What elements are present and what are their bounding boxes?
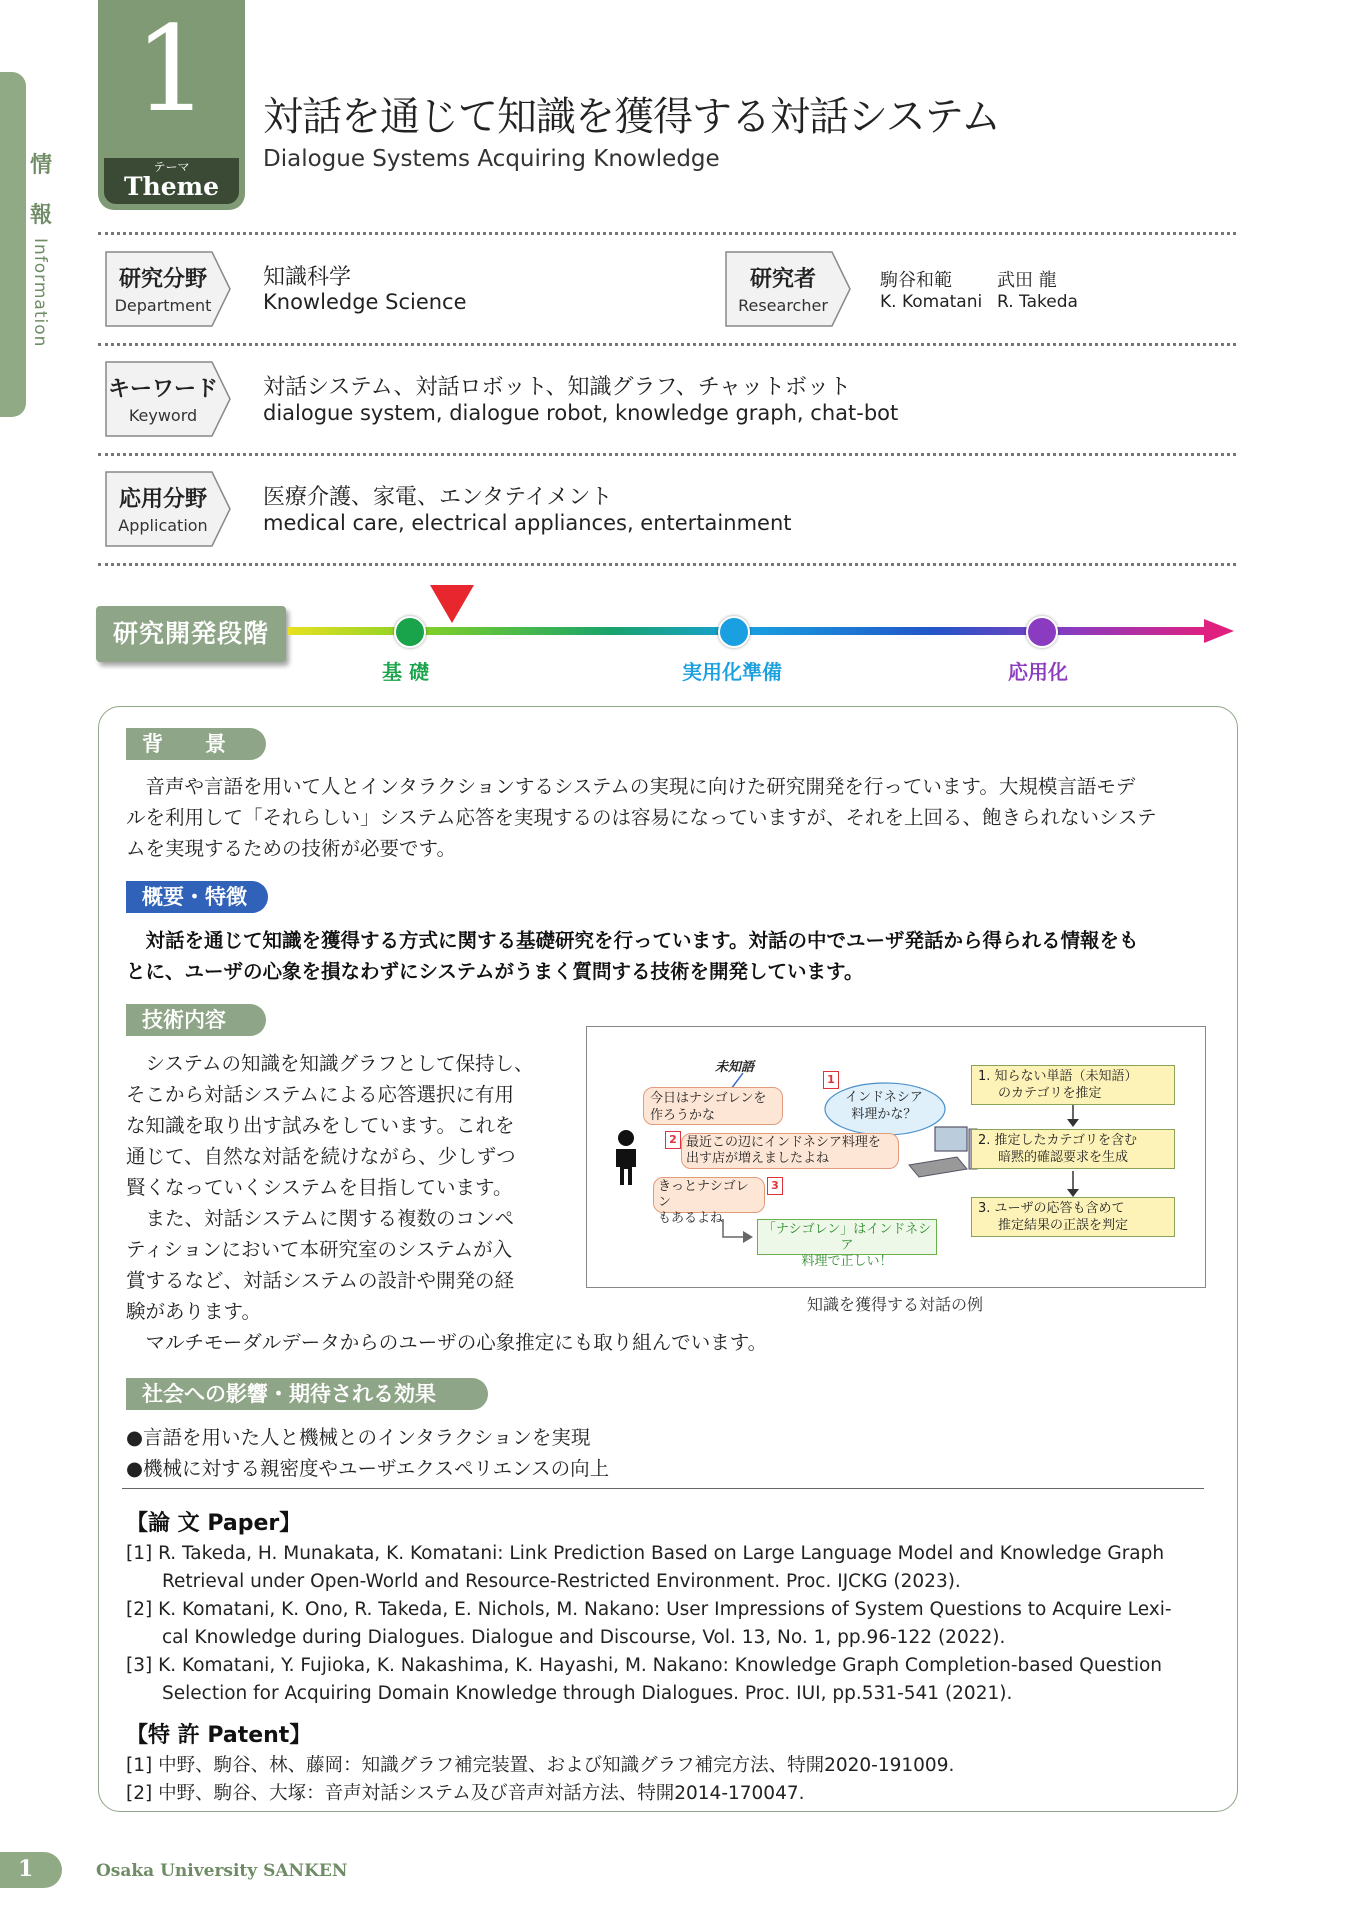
researcher-tag-jp: 研究者 bbox=[749, 267, 816, 292]
technology-line: な知識を取り出す試みをしています。これを bbox=[126, 1114, 515, 1137]
background-line: ムを実現するための技術が必要です。 bbox=[126, 837, 456, 860]
keyword-value-en: dialogue system, dialogue robot, knowledge graph, chat-bot bbox=[263, 401, 899, 425]
paper-item: [3] K. Komatani, Y. Fujioka, K. Nakashima, K. Hayashi, M. Nakano: Knowledge Graph Completion-based Question bbox=[126, 1655, 1163, 1676]
paper-item-cont: Selection for Acquiring Domain Knowledge through Dialogues. Proc. IUI, pp.531-541 (2021). bbox=[162, 1683, 1013, 1704]
utterance-line: 出す店が増えましたよね bbox=[686, 1151, 830, 1166]
step-text: 推定したカテゴリを含む bbox=[994, 1133, 1138, 1148]
keyword-tag-jp: キーワード bbox=[107, 377, 218, 402]
process-step-1 bbox=[971, 1065, 1175, 1105]
side-label-2: 報 bbox=[30, 203, 53, 228]
technology-line: ティションにおいて本研究室のシステムが入 bbox=[126, 1238, 513, 1261]
patents-heading: 【特 許 Patent】 bbox=[126, 1723, 312, 1748]
flow-arrow-icon bbox=[1063, 1105, 1083, 1129]
step-number: 2. bbox=[978, 1133, 991, 1148]
application-value-en: medical care, electrical appliances, entertainment bbox=[263, 511, 792, 535]
papers-heading: 【論 文 Paper】 bbox=[126, 1511, 302, 1536]
user-utterance-1 bbox=[643, 1087, 783, 1125]
utterance-line: 作ろうかな bbox=[650, 1108, 716, 1123]
overview-heading: 概要・特徴 bbox=[126, 881, 268, 913]
paper-list bbox=[126, 1540, 1172, 1708]
utterance-line: もあるよね bbox=[658, 1211, 724, 1226]
stage-label: 研究開発段階 bbox=[96, 606, 286, 662]
process-step-2 bbox=[971, 1129, 1175, 1169]
department-value-en: Knowledge Science bbox=[263, 290, 467, 314]
background-heading: 背 景 bbox=[126, 728, 266, 760]
application-value-jp: 医療介護、家電、エンタテイメント bbox=[263, 485, 613, 510]
footer-brand: Osaka University SANKEN bbox=[96, 1861, 348, 1881]
researcher-name-jp: 駒谷和範 bbox=[880, 270, 952, 291]
side-tab bbox=[0, 72, 26, 417]
computer-icon bbox=[905, 1125, 979, 1185]
impact-list bbox=[126, 1422, 609, 1484]
technology-line: そこから対話システムによる応答選択に有用 bbox=[126, 1083, 515, 1106]
technology-line: マルチモーダルデータからのユーザの心象推定にも取り組んでいます。 bbox=[126, 1331, 768, 1354]
technology-line: 賞するなど、対話システムの設計や開発の経 bbox=[126, 1269, 515, 1292]
divider bbox=[98, 343, 1236, 346]
paper-item-cont: Retrieval under Open-World and Resource-Restricted Environment. Proc. IJCKG (2023). bbox=[162, 1571, 961, 1592]
application-tag bbox=[102, 470, 232, 546]
stage-basic-label: 基 礎 bbox=[382, 660, 429, 684]
step-text: のカテゴリを推定 bbox=[998, 1086, 1102, 1101]
system-thought bbox=[845, 1089, 923, 1123]
step-text: 知らない単語（未知語） bbox=[994, 1069, 1138, 1084]
overview-text bbox=[126, 925, 1138, 987]
technology-line: システムの知識を知識グラフとして保持し、 bbox=[126, 1052, 534, 1075]
impact-item: ●機械に対する親密度やユーザエクスペリエンスの向上 bbox=[126, 1457, 610, 1480]
technology-line: 験があります。 bbox=[126, 1300, 261, 1323]
background-line: ルを利用して「それらしい」システム応答を実現するのは容易になっていますが、それを上回る、飽きられないシステ bbox=[126, 806, 1157, 829]
utterance-line: きっとナシゴレン bbox=[658, 1179, 749, 1210]
user-person-icon bbox=[611, 1129, 641, 1187]
stage-applied-label: 応用化 bbox=[1008, 660, 1068, 684]
step-number: 1. bbox=[978, 1069, 991, 1084]
stage-arrow-head bbox=[1204, 619, 1234, 643]
keyword-value-jp: 対話システム、対話ロボット、知識グラフ、チャットボット bbox=[263, 375, 852, 400]
stage-practical-label: 実用化準備 bbox=[682, 660, 782, 684]
background-text bbox=[126, 771, 1157, 864]
thought-line: 料理かな？ bbox=[851, 1107, 917, 1122]
technology-heading: 技術内容 bbox=[126, 1004, 266, 1036]
figure-caption: 知識を獲得する対話の例 bbox=[806, 1295, 983, 1314]
patent-list bbox=[126, 1752, 954, 1808]
theme-number: 1 bbox=[133, 0, 210, 138]
background-line: 音声や言語を用いて人とインタラクションするシステムの実現に向けた研究開発を行っています。大規模言語モデ bbox=[126, 775, 1136, 798]
flow-arrow-icon bbox=[1063, 1171, 1083, 1199]
step-text: ユーザの応答も含めて bbox=[994, 1201, 1125, 1216]
dialogue-figure bbox=[586, 1026, 1206, 1288]
step-marker-3: 3 bbox=[767, 1177, 783, 1195]
step-text: 暗黙的確認要求を生成 bbox=[998, 1150, 1129, 1165]
department-tag bbox=[102, 250, 232, 326]
step-marker-2: 2 bbox=[665, 1131, 681, 1149]
process-step-3 bbox=[971, 1197, 1175, 1237]
department-tag-en: Department bbox=[114, 296, 212, 315]
step-number: 3. bbox=[978, 1201, 991, 1216]
patent-item: [1] 中野、駒谷、林、藤岡：知識グラフ補完装置、および知識グラフ補完方法、特開2020-191009. bbox=[126, 1755, 955, 1776]
paper-item-cont: cal Knowledge during Dialogues. Dialogue and Discourse, Vol. 13, No. 1, pp.96-122 (2022). bbox=[162, 1627, 1006, 1648]
divider bbox=[98, 453, 1236, 456]
overview-line: とに、ユーザの心象を損なわずにシステムがうまく質問する技術を開発しています。 bbox=[126, 960, 864, 983]
technology-line: 通じて、自然な対話を続けながら、少しずつ bbox=[126, 1145, 516, 1168]
result-arrow-icon bbox=[719, 1219, 759, 1249]
result-line: 料理で正しい！ bbox=[801, 1254, 893, 1269]
patent-item: [2] 中野、駒谷、大塚：音声対話システム及び音声対話方法、特開2014-170047. bbox=[126, 1783, 805, 1804]
result-line: 「ナシゴレン」はインドネシア bbox=[762, 1222, 932, 1253]
section-rule bbox=[122, 1488, 1204, 1489]
theme-kana: テーマ bbox=[153, 160, 190, 174]
impact-item: ●言語を用いた人と機械とのインタラクションを実現 bbox=[126, 1426, 591, 1449]
application-tag-jp: 応用分野 bbox=[118, 487, 207, 512]
stage-dot-basic bbox=[394, 616, 426, 648]
department-value-jp: 知識科学 bbox=[263, 265, 352, 290]
researcher-name-en: R. Takeda bbox=[997, 292, 1078, 312]
utterance-line: 最近この辺にインドネシア料理を bbox=[686, 1135, 881, 1150]
stage-dot-practical bbox=[718, 616, 750, 648]
impact-heading: 社会への影響・期待される効果 bbox=[126, 1378, 488, 1410]
keyword-tag-en: Keyword bbox=[128, 406, 198, 425]
divider bbox=[98, 232, 1236, 235]
department-tag-jp: 研究分野 bbox=[118, 267, 207, 292]
researcher-name-en: K. Komatani bbox=[880, 292, 983, 312]
paper-item: [2] K. Komatani, K. Ono, R. Takeda, E. Nichols, M. Nakano: User Impressions of System Questions to Acquire Lexi- bbox=[126, 1599, 1172, 1620]
keyword-tag bbox=[102, 360, 232, 436]
theme-label: Theme bbox=[123, 172, 220, 201]
unknown-word-label: 未知語 bbox=[715, 1060, 755, 1075]
page-number: 1 bbox=[18, 1856, 34, 1882]
system-utterance bbox=[681, 1133, 899, 1169]
result-box bbox=[757, 1219, 937, 1269]
stage-current-marker bbox=[430, 585, 474, 623]
stage-dot-applied bbox=[1026, 616, 1058, 648]
step-text: 推定結果の正誤を判定 bbox=[998, 1218, 1129, 1233]
side-label-en: Information bbox=[30, 238, 50, 348]
page-subtitle: Dialogue Systems Acquiring Knowledge bbox=[263, 146, 720, 172]
researcher-tag-en: Researcher bbox=[738, 296, 828, 315]
step-marker-1: 1 bbox=[823, 1071, 839, 1089]
user-utterance-2 bbox=[653, 1177, 765, 1226]
paper-item: [1] R. Takeda, H. Munakata, K. Komatani: Link Prediction Based on Large Language Model and Knowledge Graph bbox=[126, 1543, 1165, 1564]
page-title: 対話を通じて知識を獲得する対話システム bbox=[263, 94, 1000, 140]
researcher-tag bbox=[722, 250, 852, 326]
thought-line: インドネシア bbox=[845, 1090, 923, 1105]
application-tag-en: Application bbox=[118, 516, 208, 535]
researcher-name-jp: 武田 龍 bbox=[997, 270, 1057, 291]
utterance-line: 今日はナシゴレンを bbox=[650, 1091, 767, 1106]
overview-line: 対話を通じて知識を獲得する方式に関する基礎研究を行っています。対話の中でユーザ発話から得られる情報をも bbox=[126, 929, 1139, 952]
side-label-1: 情 bbox=[30, 153, 53, 178]
technology-line: 賢くなっていくシステムを目指しています。 bbox=[126, 1176, 513, 1199]
technology-line: また、対話システムに関する複数のコンペ bbox=[126, 1207, 515, 1230]
divider bbox=[98, 563, 1236, 566]
